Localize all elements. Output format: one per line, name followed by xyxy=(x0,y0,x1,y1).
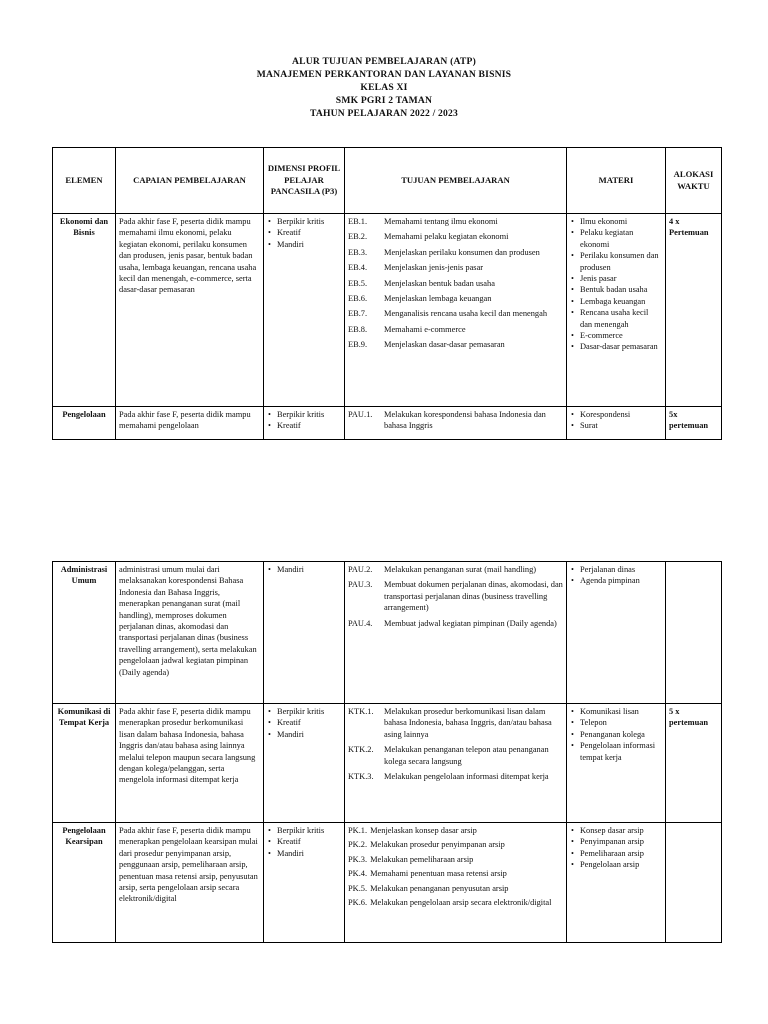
dimensi-item: • Kreatif xyxy=(267,420,341,431)
dimensi-item: • Berpikir kritis xyxy=(267,216,341,227)
cell-tujuan xyxy=(345,823,567,943)
tujuan-text: Memahami pelaku kegiatan ekonomi xyxy=(384,232,509,242)
materi-item: • Perilaku konsumen dan produsen xyxy=(570,250,662,273)
document-header xyxy=(0,55,768,120)
cell-materi xyxy=(567,214,666,407)
tujuan-text: Membuat dokumen perjalanan dinas, akomodasi, dan transportasi perjalanan dinas (business travelling arrangement) xyxy=(384,580,563,613)
tujuan-item xyxy=(348,293,563,304)
materi-item: • Surat xyxy=(570,420,662,431)
cell-elemen: Ekonomi dan Bisnis xyxy=(53,214,116,407)
materi-item: • Pengelolaan informasi tempat kerja xyxy=(570,740,662,763)
cell-alokasi xyxy=(666,823,722,943)
col-header-elemen: ELEMEN xyxy=(53,148,116,214)
tujuan-text: Menganalisis rencana usaha kecil dan menengah xyxy=(384,309,548,319)
doc-class: KELAS XI xyxy=(360,82,408,93)
tujuan-item xyxy=(348,854,563,865)
cell-alokasi xyxy=(666,562,722,704)
tujuan-item xyxy=(348,216,563,227)
materi-item: • Penyimpanan arsip xyxy=(570,836,662,847)
dimensi-item: • Berpikir kritis xyxy=(267,706,341,717)
tujuan-item xyxy=(348,839,563,850)
materi-item: • Dasar-dasar pemasaran xyxy=(570,341,662,352)
tujuan-text: Melakukan pengelolaan arsip secara elektronik/digital xyxy=(370,898,552,908)
dimensi-item: • Mandiri xyxy=(267,848,341,859)
cell-elemen: Administrasi Umum xyxy=(53,562,116,704)
cell-dimensi xyxy=(264,823,345,943)
tujuan-code: EB.6. xyxy=(348,294,368,304)
tujuan-code: EB.4. xyxy=(348,263,368,273)
tujuan-text: Melakukan penanganan surat (mail handling) xyxy=(384,565,537,574)
dimensi-item: • Berpikir kritis xyxy=(267,825,341,836)
materi-item: • Pengelolaan arsip xyxy=(570,859,662,870)
cell-capaian: Pada akhir fase F, peserta didik mampu memahami ilmu ekonomi, pelaku kegiatan ekonomi, perilaku konsumen dan produsen, jenis pasar, bentuk badan usaha, lembaga keuangan, rencana usaha kecil dan menengah, e-commerce, serta dasar-dasar pemasaran xyxy=(116,214,264,407)
materi-item: • Lembaga keuangan xyxy=(570,296,662,307)
tujuan-text: Memahami penentuan masa retensi arsip xyxy=(370,869,507,879)
tujuan-item xyxy=(348,564,563,575)
cell-dimensi xyxy=(264,407,345,440)
cell-elemen: Komunikasi di Tempat Kerja xyxy=(53,704,116,823)
col-header-capaian: CAPAIAN PEMBELAJARAN xyxy=(116,148,264,214)
tujuan-code: PK.2. xyxy=(348,840,368,850)
materi-item: • Bentuk badan usaha xyxy=(570,284,662,295)
tujuan-text: Menjelaskan lembaga keuangan xyxy=(384,294,492,304)
materi-item: • Korespondensi xyxy=(570,409,662,420)
table-row xyxy=(53,704,722,823)
cell-capaian: Pada akhir fase F, peserta didik mampu memahami pengelolaan xyxy=(116,407,264,440)
tujuan-code: PK.5. xyxy=(348,883,368,893)
tujuan-text: Melakukan pemeliharaan arsip xyxy=(370,854,474,864)
dimensi-item: • Berpikir kritis xyxy=(267,409,341,420)
col-header-alokasi: ALOKASI WAKTU xyxy=(666,148,722,214)
cell-alokasi: 4 x Pertemuan xyxy=(666,214,722,407)
table-header-row xyxy=(53,148,722,214)
materi-item: • Jenis pasar xyxy=(570,273,662,284)
tujuan-item xyxy=(348,324,563,335)
doc-program: MANAJEMEN PERKANTORAN DAN LAYANAN BISNIS xyxy=(256,69,512,80)
tujuan-item xyxy=(348,231,563,242)
doc-school: SMK PGRI 2 TAMAN xyxy=(335,95,433,106)
doc-year: TAHUN PELAJARAN 2022 / 2023 xyxy=(309,108,459,119)
tujuan-text: Melakukan penanganan penyusutan arsip xyxy=(370,883,509,893)
tujuan-item xyxy=(348,897,563,908)
tujuan-item xyxy=(348,308,563,319)
cell-elemen: Pengelolaan Kearsipan xyxy=(53,823,116,943)
tujuan-text: Melakukan korespondensi bahasa Indonesia dan bahasa Inggris xyxy=(384,410,546,431)
tujuan-item xyxy=(348,883,563,894)
tujuan-item xyxy=(348,825,563,836)
table-row xyxy=(53,407,722,440)
tujuan-code: PAU.4. xyxy=(348,618,373,628)
tujuan-code: PK.3. xyxy=(348,854,368,864)
tujuan-text: Melakukan prosedur berkomunikasi lisan dalam bahasa Indonesia, bahasa Inggris, dan/atau bahasa asing lainnya xyxy=(384,707,552,739)
cell-alokasi: 5x pertemuan xyxy=(666,407,722,440)
tujuan-code: KTK.3. xyxy=(348,772,374,782)
table-row xyxy=(53,823,722,943)
tujuan-item xyxy=(348,339,563,350)
cell-capaian: Pada akhir fase F, peserta didik mampu menerapkan prosedur berkomunikasi lisan dalam bahasa Indonesia, bahasa Inggris dan/atau bahasa asing lainnya melalui telepon maupun secara langsung dengan kolega/pelanggan, serta mengelola informasi ditempat kerja xyxy=(116,704,264,823)
dimensi-item: • Mandiri xyxy=(267,239,341,250)
cell-materi xyxy=(567,704,666,823)
tujuan-item xyxy=(348,868,563,879)
tujuan-code: EB.7. xyxy=(348,309,368,319)
tujuan-code: EB.5. xyxy=(348,278,368,288)
cell-materi xyxy=(567,407,666,440)
cell-tujuan xyxy=(345,562,567,704)
cell-dimensi xyxy=(264,562,345,704)
tujuan-code: PAU.1. xyxy=(348,410,373,419)
cell-dimensi xyxy=(264,214,345,407)
materi-item: • Ilmu ekonomi xyxy=(570,216,662,227)
dimensi-item: • Mandiri xyxy=(267,564,341,575)
tujuan-item xyxy=(348,618,563,629)
cell-dimensi xyxy=(264,704,345,823)
materi-item: • Telepon xyxy=(570,717,662,728)
doc-title: ALUR TUJUAN PEMBELAJARAN (ATP) xyxy=(292,56,476,67)
col-header-tujuan: TUJUAN PEMBELAJARAN xyxy=(345,148,567,214)
tujuan-text: Melakukan penanganan telepon atau penanganan kolega secara langsung xyxy=(384,745,549,766)
tujuan-text: Menjelaskan konsep dasar arsip xyxy=(370,826,477,835)
cell-alokasi: 5 x pertemuan xyxy=(666,704,722,823)
materi-item: • Konsep dasar arsip xyxy=(570,825,662,836)
dimensi-item: • Kreatif xyxy=(267,836,341,847)
tujuan-item xyxy=(348,247,563,258)
dimensi-item: • Kreatif xyxy=(267,717,341,728)
tujuan-text: Menjelaskan bentuk badan usaha xyxy=(384,278,495,288)
dimensi-item: • Mandiri xyxy=(267,729,341,740)
tujuan-code: EB.3. xyxy=(348,247,368,257)
col-header-materi: MATERI xyxy=(567,148,666,214)
tujuan-text: Membuat jadwal kegiatan pimpinan (Daily agenda) xyxy=(384,618,557,628)
tujuan-code: PK.6. xyxy=(348,898,368,908)
tujuan-code: KTK.1. xyxy=(348,707,374,716)
tujuan-text: Melakukan pengelolaan informasi ditempat kerja xyxy=(384,772,549,782)
materi-item: • Perjalanan dinas xyxy=(570,564,662,575)
tujuan-item xyxy=(348,262,563,273)
tujuan-text: Memahami tentang ilmu ekonomi xyxy=(384,217,498,226)
tujuan-code: PAU.3. xyxy=(348,580,373,590)
materi-item: • Pelaku kegiatan ekonomi xyxy=(570,227,662,250)
cell-tujuan xyxy=(345,704,567,823)
tujuan-text: Menjelaskan dasar-dasar pemasaran xyxy=(384,340,505,350)
materi-item: • E-commerce xyxy=(570,330,662,341)
tujuan-text: Melakukan prosedur penyimpanan arsip xyxy=(370,840,505,850)
tujuan-code: EB.8. xyxy=(348,324,368,334)
cell-capaian: administrasi umum mulai dari melaksanakan korespondensi Bahasa Indonesia dan Bahasa Inggris, menerapkan penanganan surat (mail handling), memproses dokumen perjalanan dinas, akomodasi dan transportasi perjalanan dinas (business travelling arrangement), serta melakukan pengelolaan jadwal kegiatan pimpinan (Daily agenda) xyxy=(116,562,264,704)
tujuan-item xyxy=(348,771,563,782)
table-row xyxy=(53,214,722,407)
cell-materi xyxy=(567,823,666,943)
cell-materi xyxy=(567,562,666,704)
cell-capaian: Pada akhir fase F, peserta didik mampu menerapkan pengelolaan kearsipan mulai dari prosedur penyimpanan arsip, penggunaan arsip, pemeliharaan arsip, penentuan masa retensi arsip, penyusutan arsip, serta pengelolaan arsip secara elektronik/digital xyxy=(116,823,264,943)
tujuan-code: EB.1. xyxy=(348,217,368,226)
tujuan-code: KTK.2. xyxy=(348,745,374,755)
tujuan-code: PAU.2. xyxy=(348,565,373,574)
tujuan-code: PK.4. xyxy=(348,869,368,879)
materi-item: • Komunikasi lisan xyxy=(570,706,662,717)
table-row xyxy=(53,562,722,704)
materi-item: • Penanganan kolega xyxy=(570,729,662,740)
tujuan-item xyxy=(348,706,563,740)
tujuan-text: Menjelaskan jenis-jenis pasar xyxy=(384,263,484,273)
tujuan-item xyxy=(348,409,563,432)
tujuan-item xyxy=(348,579,563,613)
atp-table-page-1 xyxy=(52,147,722,440)
materi-item: • Pemeliharaan arsip xyxy=(570,848,662,859)
tujuan-item xyxy=(348,744,563,767)
tujuan-text: Menjelaskan perilaku konsumen dan produsen xyxy=(384,247,540,257)
cell-tujuan xyxy=(345,407,567,440)
materi-item: • Agenda pimpinan xyxy=(570,575,662,586)
dimensi-item: • Kreatif xyxy=(267,227,341,238)
tujuan-code: EB.9. xyxy=(348,340,368,350)
tujuan-text: Memahami e-commerce xyxy=(384,324,466,334)
col-header-dimensi: DIMENSI PROFIL PELAJAR PANCASILA (P3) xyxy=(264,148,345,214)
tujuan-code: EB.2. xyxy=(348,232,368,242)
materi-item: • Rencana usaha kecil dan menengah xyxy=(570,307,662,330)
tujuan-code: PK.1. xyxy=(348,826,368,835)
cell-elemen: Pengelolaan xyxy=(53,407,116,440)
cell-tujuan xyxy=(345,214,567,407)
tujuan-item xyxy=(348,278,563,289)
atp-table-page-2 xyxy=(52,561,722,943)
